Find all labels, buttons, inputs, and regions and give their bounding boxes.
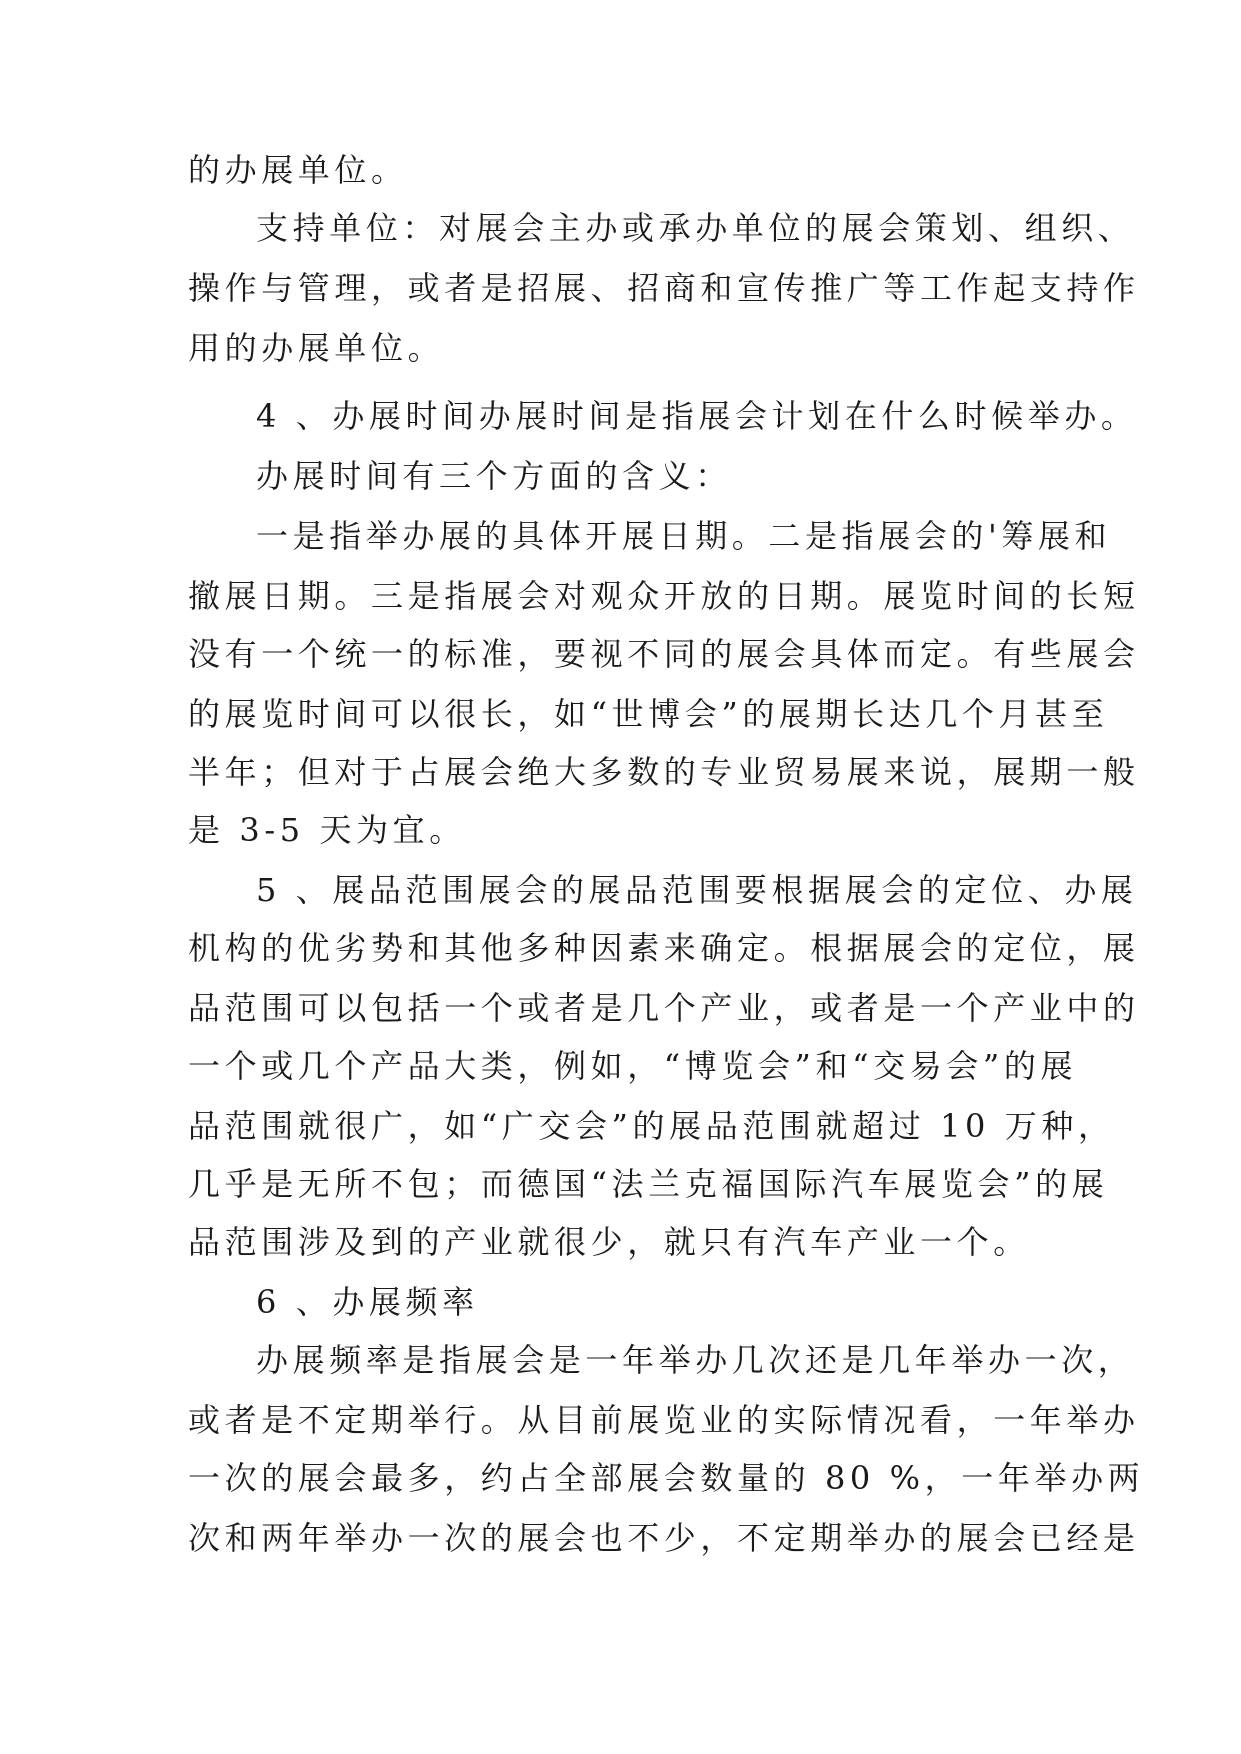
text-line: 4 、办展时间办展时间是指展会计划在什么时候举办。	[256, 397, 1138, 435]
text-line: 办展频率是指展会是一年举办几次还是几年举办一次，	[256, 1341, 1135, 1379]
text-line: 一个或几个产品大类，例如，“博览会”和“交易会”的展	[188, 1047, 1078, 1085]
text-line: 一是指举办展的具体开展日期。二是指展会的'筹展和	[256, 517, 1112, 555]
text-line: 撤展日期。三是指展会对观众开放的日期。展览时间的长短	[188, 577, 1140, 615]
text-line: 办展时间有三个方面的含义：	[256, 457, 732, 495]
text-line: 的展览时间可以很长，如“世博会”的展期长达几个月甚至	[188, 695, 1109, 733]
text-line: 半年；但对于占展会绝大多数的专业贸易展来说，展期一般	[188, 753, 1140, 791]
text-line: 次和两年举办一次的展会也不少，不定期举办的展会已经是	[188, 1519, 1140, 1557]
text-line: 用的办展单位。	[188, 329, 445, 367]
text-line: 是 3-5 天为宜。	[188, 811, 466, 849]
text-line: 没有一个统一的标准，要视不同的展会具体而定。有些展会	[188, 635, 1140, 673]
text-line: 操作与管理，或者是招展、招商和宣传推广等工作起支持作	[188, 269, 1140, 307]
text-line: 几乎是无所不包；而德国“法兰克福国际汽车展览会”的展	[188, 1165, 1109, 1203]
text-line: 支持单位：对展会主办或承办单位的展会策划、组织、	[256, 209, 1135, 247]
text-line: 的办展单位。	[188, 151, 408, 189]
text-line: 机构的优劣势和其他多种因素来确定。根据展会的定位，展	[188, 929, 1140, 967]
text-line: 品范围涉及到的产业就很少，就只有汽车产业一个。	[188, 1223, 1030, 1261]
text-line: 一次的展会最多，约占全部展会数量的 80 %，一年举办两	[188, 1459, 1145, 1497]
text-line: 5 、展品范围展会的展品范围要根据展会的定位、办展	[256, 871, 1138, 909]
text-line: 6 、办展频率	[256, 1283, 479, 1321]
text-line: 品范围就很广，如“广交会”的展品范围就超过 10 万种，	[188, 1107, 1115, 1145]
text-line: 或者是不定期举行。从目前展览业的实际情况看，一年举办	[188, 1401, 1140, 1439]
text-line: 品范围可以包括一个或者是几个产业，或者是一个产业中的	[188, 989, 1140, 1027]
